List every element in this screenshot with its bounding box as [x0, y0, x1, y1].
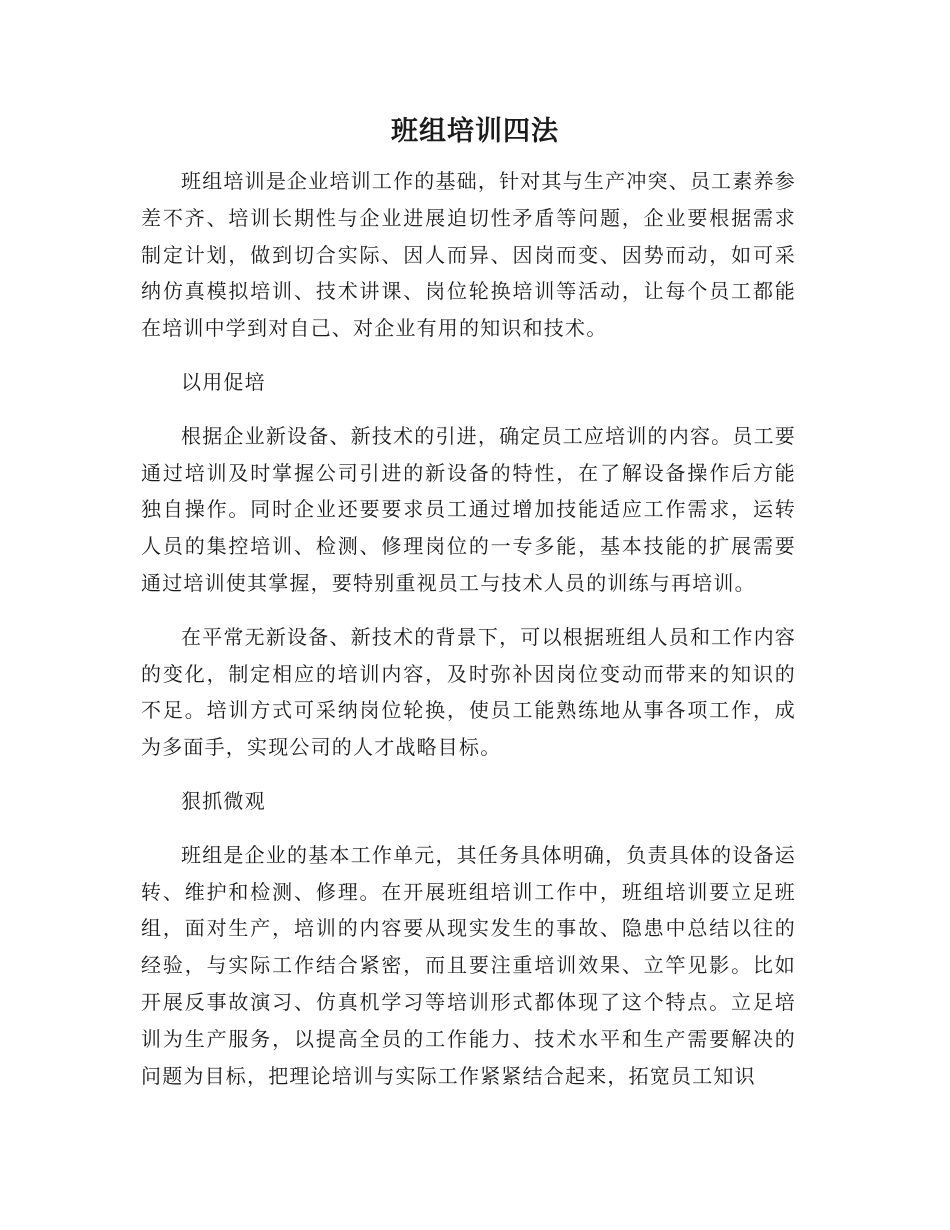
section-heading-1: 以用促培 [181, 369, 266, 394]
body-paragraph: 根据企业新设备、新技术的引进，确定员工应培训的内容。员工要通过培训及时掌握公司引进的新设备的特性，在了解设备操作后方能独自操作。同时企业还要要求员工通过增加技能适应工作需求，运转人员的集控培训、检测、修理岗位的一专多能，基本技能的扩展需要通过培训使其掌握，要特别重视员工与技术人员的训练与再培训。 [141, 423, 796, 595]
document-body [141, 163, 796, 1111]
body-paragraph: 班组是企业的基本工作单元，其任务具体明确，负责具体的设备运转、维护和检测、修理。在开展班组培训工作中，班组培训要立足班组，面对生产，培训的内容要从现实发生的事故、隐患中总结以往的经验，与实际工作结合紧密，而且要注重培训效果、立竿见影。比如开展反事故演习、仿真机学习等培训形式都体现了这个特点。立足培训为生产服务，以提高全员的工作能力、技术水平和生产需要解决的问题为目标，把理论培训与实际工作紧紧结合起来，拓宽员工知识 [141, 842, 796, 1088]
body-paragraph: 在平常无新设备、新技术的背景下，可以根据班组人员和工作内容的变化，制定相应的培训内容，及时弥补因岗位变动而带来的知识的不足。培训方式可采纳岗位轮换，使员工能熟练地从事各项工作，成为多面手，实现公司的人才战略目标。 [141, 624, 796, 760]
document-title: 班组培训四法 [391, 116, 559, 147]
intro-paragraph: 班组培训是企业培训工作的基础，针对其与生产冲突、员工素养参差不齐、培训长期性与企业进展迫切性矛盾等问题，企业要根据需求制定计划，做到切合实际、因人而异、因岗而变、因势而动，如可采纳仿真模拟培训、技术讲课、岗位轮换培训等活动，让每个员工都能在培训中学到对自己、对企业有用的知识和技术。 [141, 169, 796, 341]
section-heading-2: 狠抓微观 [181, 788, 266, 813]
